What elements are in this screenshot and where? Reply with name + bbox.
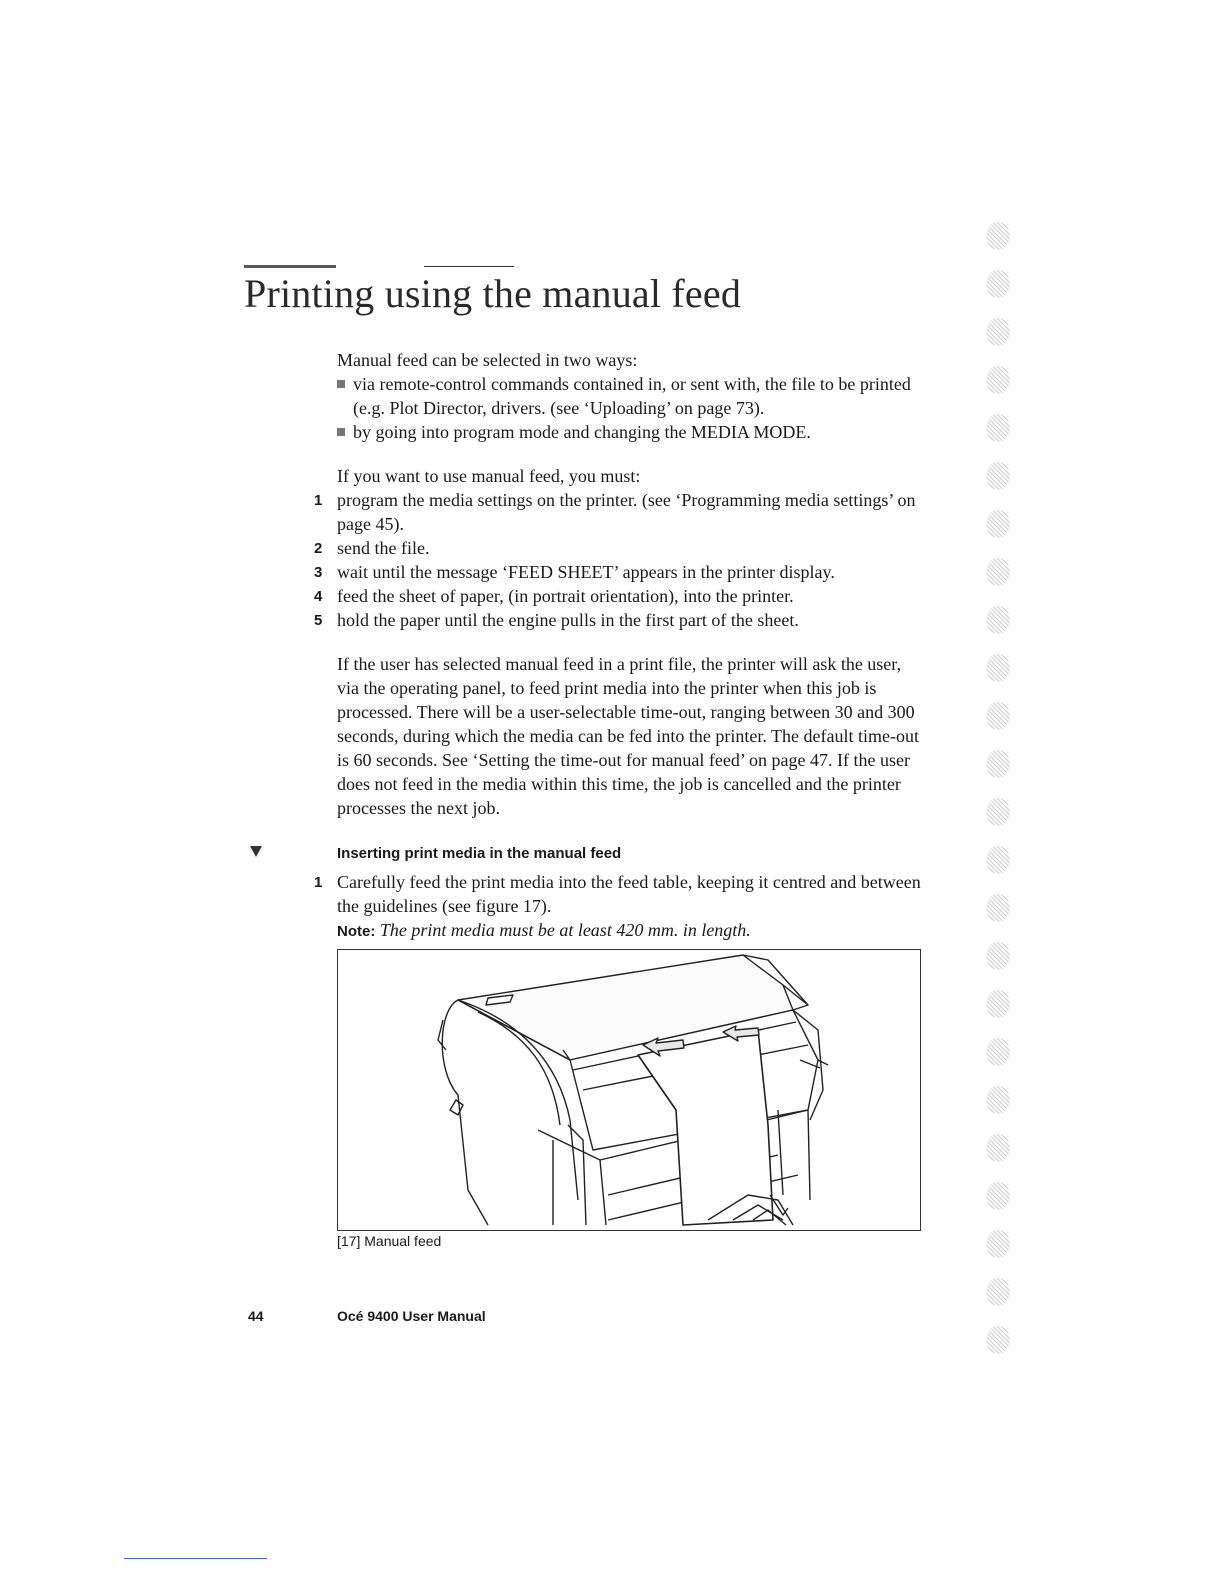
section-heading <box>337 842 927 866</box>
note-text: The print media must be at least 420 mm. in length. <box>379 920 751 940</box>
step-number: 3 <box>314 564 323 581</box>
thumb-index-dot-icon <box>986 1326 1010 1354</box>
manual-title: Océ 9400 User Manual <box>337 1308 486 1324</box>
thumb-index-dot-icon <box>986 414 1010 442</box>
thumb-index-dot-icon <box>986 270 1010 298</box>
thumb-index-dot-icon <box>986 1134 1010 1162</box>
thumb-index-dot-icon <box>986 606 1010 634</box>
thumb-index-dot-icon <box>986 846 1010 874</box>
step-text: hold the paper until the engine pulls in the first part of the sheet. <box>337 610 799 630</box>
thumb-index-dot-icon <box>986 1278 1010 1306</box>
triangle-marker-icon <box>250 846 262 857</box>
thumb-index-dot-icon <box>986 366 1010 394</box>
figure-manual-feed <box>337 949 921 1231</box>
thumb-index-dot-icon <box>986 942 1010 970</box>
step-item <box>314 608 927 632</box>
list-item <box>337 420 927 444</box>
thumb-index-dot-icon <box>986 462 1010 490</box>
intro-text: Manual feed can be selected in two ways: <box>337 350 638 370</box>
thumb-index-dot-icon <box>986 510 1010 538</box>
step-number: 2 <box>314 540 323 557</box>
must-intro-text: If you want to use manual feed, you must: <box>337 466 641 486</box>
step-text: feed the sheet of paper, (in portrait orientation), into the printer. <box>337 586 794 606</box>
note <box>337 918 927 944</box>
bullet-square-icon <box>337 380 345 388</box>
thumb-index-dot-icon <box>986 990 1010 1018</box>
thumb-index-dot-icon <box>986 1038 1010 1066</box>
step-number: 1 <box>314 492 323 509</box>
section-heading-text: Inserting print media in the manual feed <box>337 845 622 862</box>
thumb-index-dot-icon <box>986 798 1010 826</box>
header-rule-thick <box>244 265 336 268</box>
bullet-square-icon <box>337 428 345 436</box>
step-item <box>314 488 927 536</box>
thumb-index-dot-icon <box>986 318 1010 346</box>
thumb-index-dot-icon <box>986 1086 1010 1114</box>
bottom-edge-line <box>124 1558 267 1559</box>
thumb-index-dot-icon <box>986 1230 1010 1258</box>
thumb-index-dot-icon <box>986 222 1010 250</box>
step-item <box>314 560 927 584</box>
printer-illustration <box>338 950 920 1230</box>
step-number: 4 <box>314 588 323 605</box>
step-item <box>314 584 927 608</box>
step-item <box>314 536 927 560</box>
step-text: send the file. <box>337 538 430 558</box>
note-label: Note: <box>337 923 376 940</box>
step-text: wait until the message ‘FEED SHEET’ appears in the printer display. <box>337 562 835 582</box>
thumb-index-dot-icon <box>986 750 1010 778</box>
thumb-index-dot-icon <box>986 558 1010 586</box>
step-text: Carefully feed the print media into the feed table, keeping it centred and between the guidelines (see figure 17). <box>337 872 921 916</box>
body-content <box>314 348 927 944</box>
step-item <box>314 870 927 918</box>
figure-caption: [17] Manual feed <box>337 1233 442 1249</box>
thumb-index-dot-icon <box>986 654 1010 682</box>
page-title: Printing using the manual feed <box>244 271 742 316</box>
step-number: 5 <box>314 612 323 629</box>
step-number: 1 <box>314 874 323 891</box>
manual-feed-paragraph: If the user has selected manual feed in a print file, the printer will ask the user, via the operating panel, to feed print media into the printer when this job is processed. There will be a user-selectable time-out, ranging between 30 and 300 seconds, during which the media can be fed into the printer. The default time-out is 60 seconds. See ‘Setting the time-out for manual feed’ on page 47. If the user does not feed in the media within this time, the job is cancelled and the printer processes the next job. <box>337 654 919 818</box>
page-number: 44 <box>248 1308 264 1324</box>
step-text: program the media settings on the printer. (see ‘Programming media settings’ on page 45). <box>337 490 916 534</box>
list-item <box>337 372 927 420</box>
thumb-index-dot-icon <box>986 702 1010 730</box>
header-rule-thin <box>424 266 514 267</box>
way-text: via remote-control commands contained in, or sent with, the file to be printed (e.g. Plot Director, drivers. (see ‘Uploading’ on page 73). <box>353 374 911 418</box>
way-text: by going into program mode and changing the MEDIA MODE. <box>353 422 811 442</box>
thumb-index-dot-icon <box>986 894 1010 922</box>
thumb-index-dot-icon <box>986 1182 1010 1210</box>
